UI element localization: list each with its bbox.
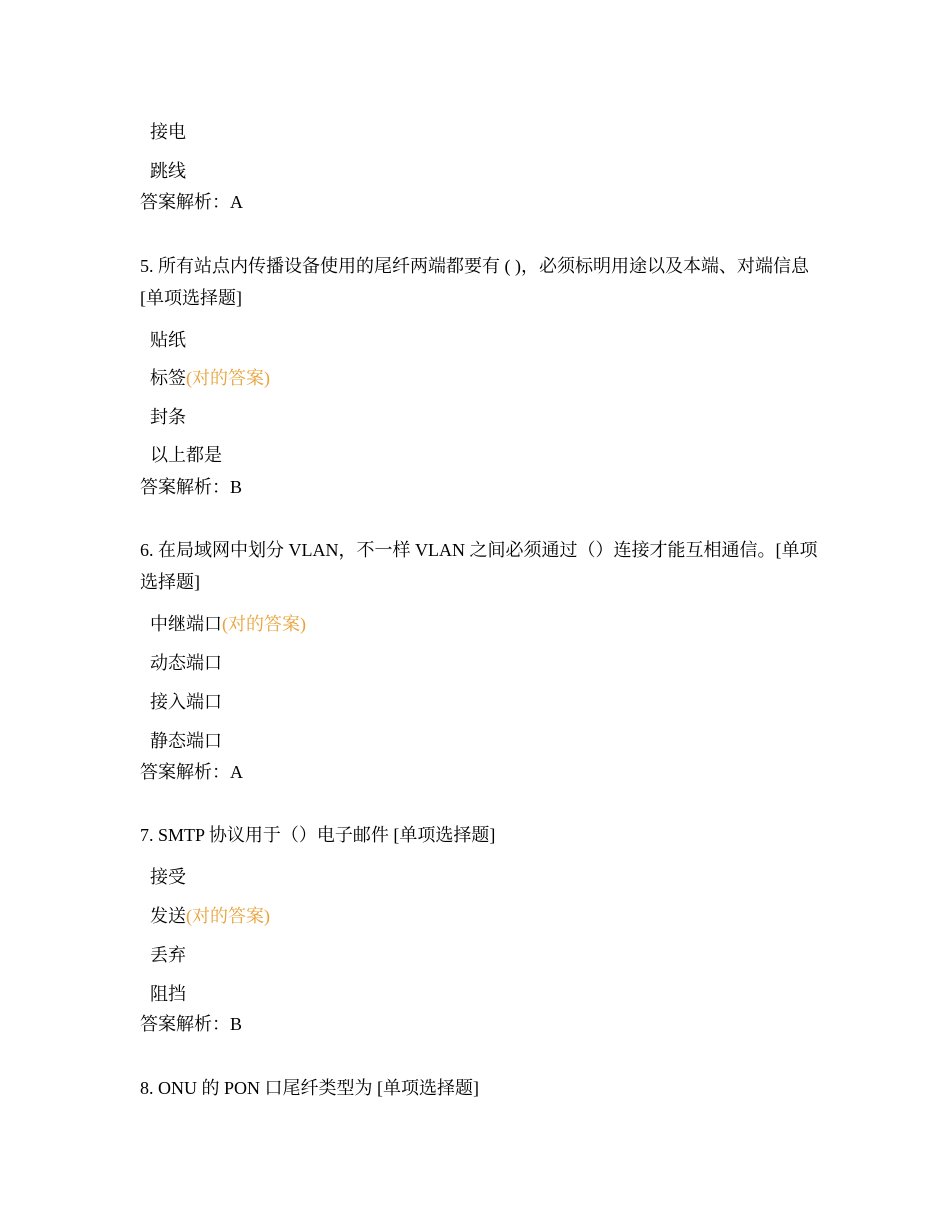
option-item bbox=[150, 729, 222, 753]
answer-analysis: 答案解析：A bbox=[140, 762, 243, 782]
option-item bbox=[150, 612, 306, 636]
option-label: 丢弃 bbox=[150, 945, 186, 965]
option-item bbox=[150, 982, 186, 1006]
question-text: 6. 在局域网中划分 VLAN，不一样 VLAN 之间必须通过（）连接才能互相通信。[单项选择题] bbox=[140, 540, 818, 592]
option-item bbox=[150, 405, 186, 429]
option-label: 接电 bbox=[150, 122, 186, 142]
option-label: 标签 bbox=[150, 368, 186, 388]
option-item bbox=[150, 443, 222, 467]
question-text: 5. 所有站点内传播设备使用的尾纤两端都要有 ( )，必须标明用途以及本端、对端信息 [单项选择题] bbox=[140, 256, 809, 308]
answer-analysis: 答案解析：A bbox=[140, 192, 243, 212]
option-item bbox=[150, 366, 270, 390]
option-label: 发送 bbox=[150, 906, 186, 926]
correct-answer-marker: (对的答案) bbox=[186, 906, 270, 926]
answer-analysis: 答案解析：B bbox=[140, 477, 243, 497]
question-text: 8. ONU 的 PON 口尾纤类型为 [单项选择题] bbox=[140, 1078, 479, 1098]
option-label: 动态端口 bbox=[150, 653, 222, 673]
option-label: 接入端口 bbox=[150, 692, 222, 712]
option-item bbox=[150, 904, 270, 928]
correct-answer-marker: (对的答案) bbox=[222, 614, 306, 634]
option-label: 跳线 bbox=[150, 161, 186, 181]
option-item bbox=[150, 159, 186, 183]
answer-analysis: 答案解析：B bbox=[140, 1014, 243, 1034]
option-item bbox=[150, 651, 222, 675]
option-label: 以上都是 bbox=[150, 445, 222, 465]
option-label: 封条 bbox=[150, 407, 186, 427]
option-item bbox=[150, 865, 186, 889]
option-item bbox=[150, 690, 222, 714]
option-label: 中继端口 bbox=[150, 614, 222, 634]
option-item bbox=[150, 943, 186, 967]
option-label: 静态端口 bbox=[150, 731, 222, 751]
option-item bbox=[150, 120, 186, 144]
option-label: 阻挡 bbox=[150, 984, 186, 1004]
correct-answer-marker: (对的答案) bbox=[186, 368, 270, 388]
option-label: 接受 bbox=[150, 867, 186, 887]
question-text: 7. SMTP 协议用于（）电子邮件 [单项选择题] bbox=[140, 825, 496, 845]
option-item bbox=[150, 328, 186, 352]
option-label: 贴纸 bbox=[150, 330, 186, 350]
